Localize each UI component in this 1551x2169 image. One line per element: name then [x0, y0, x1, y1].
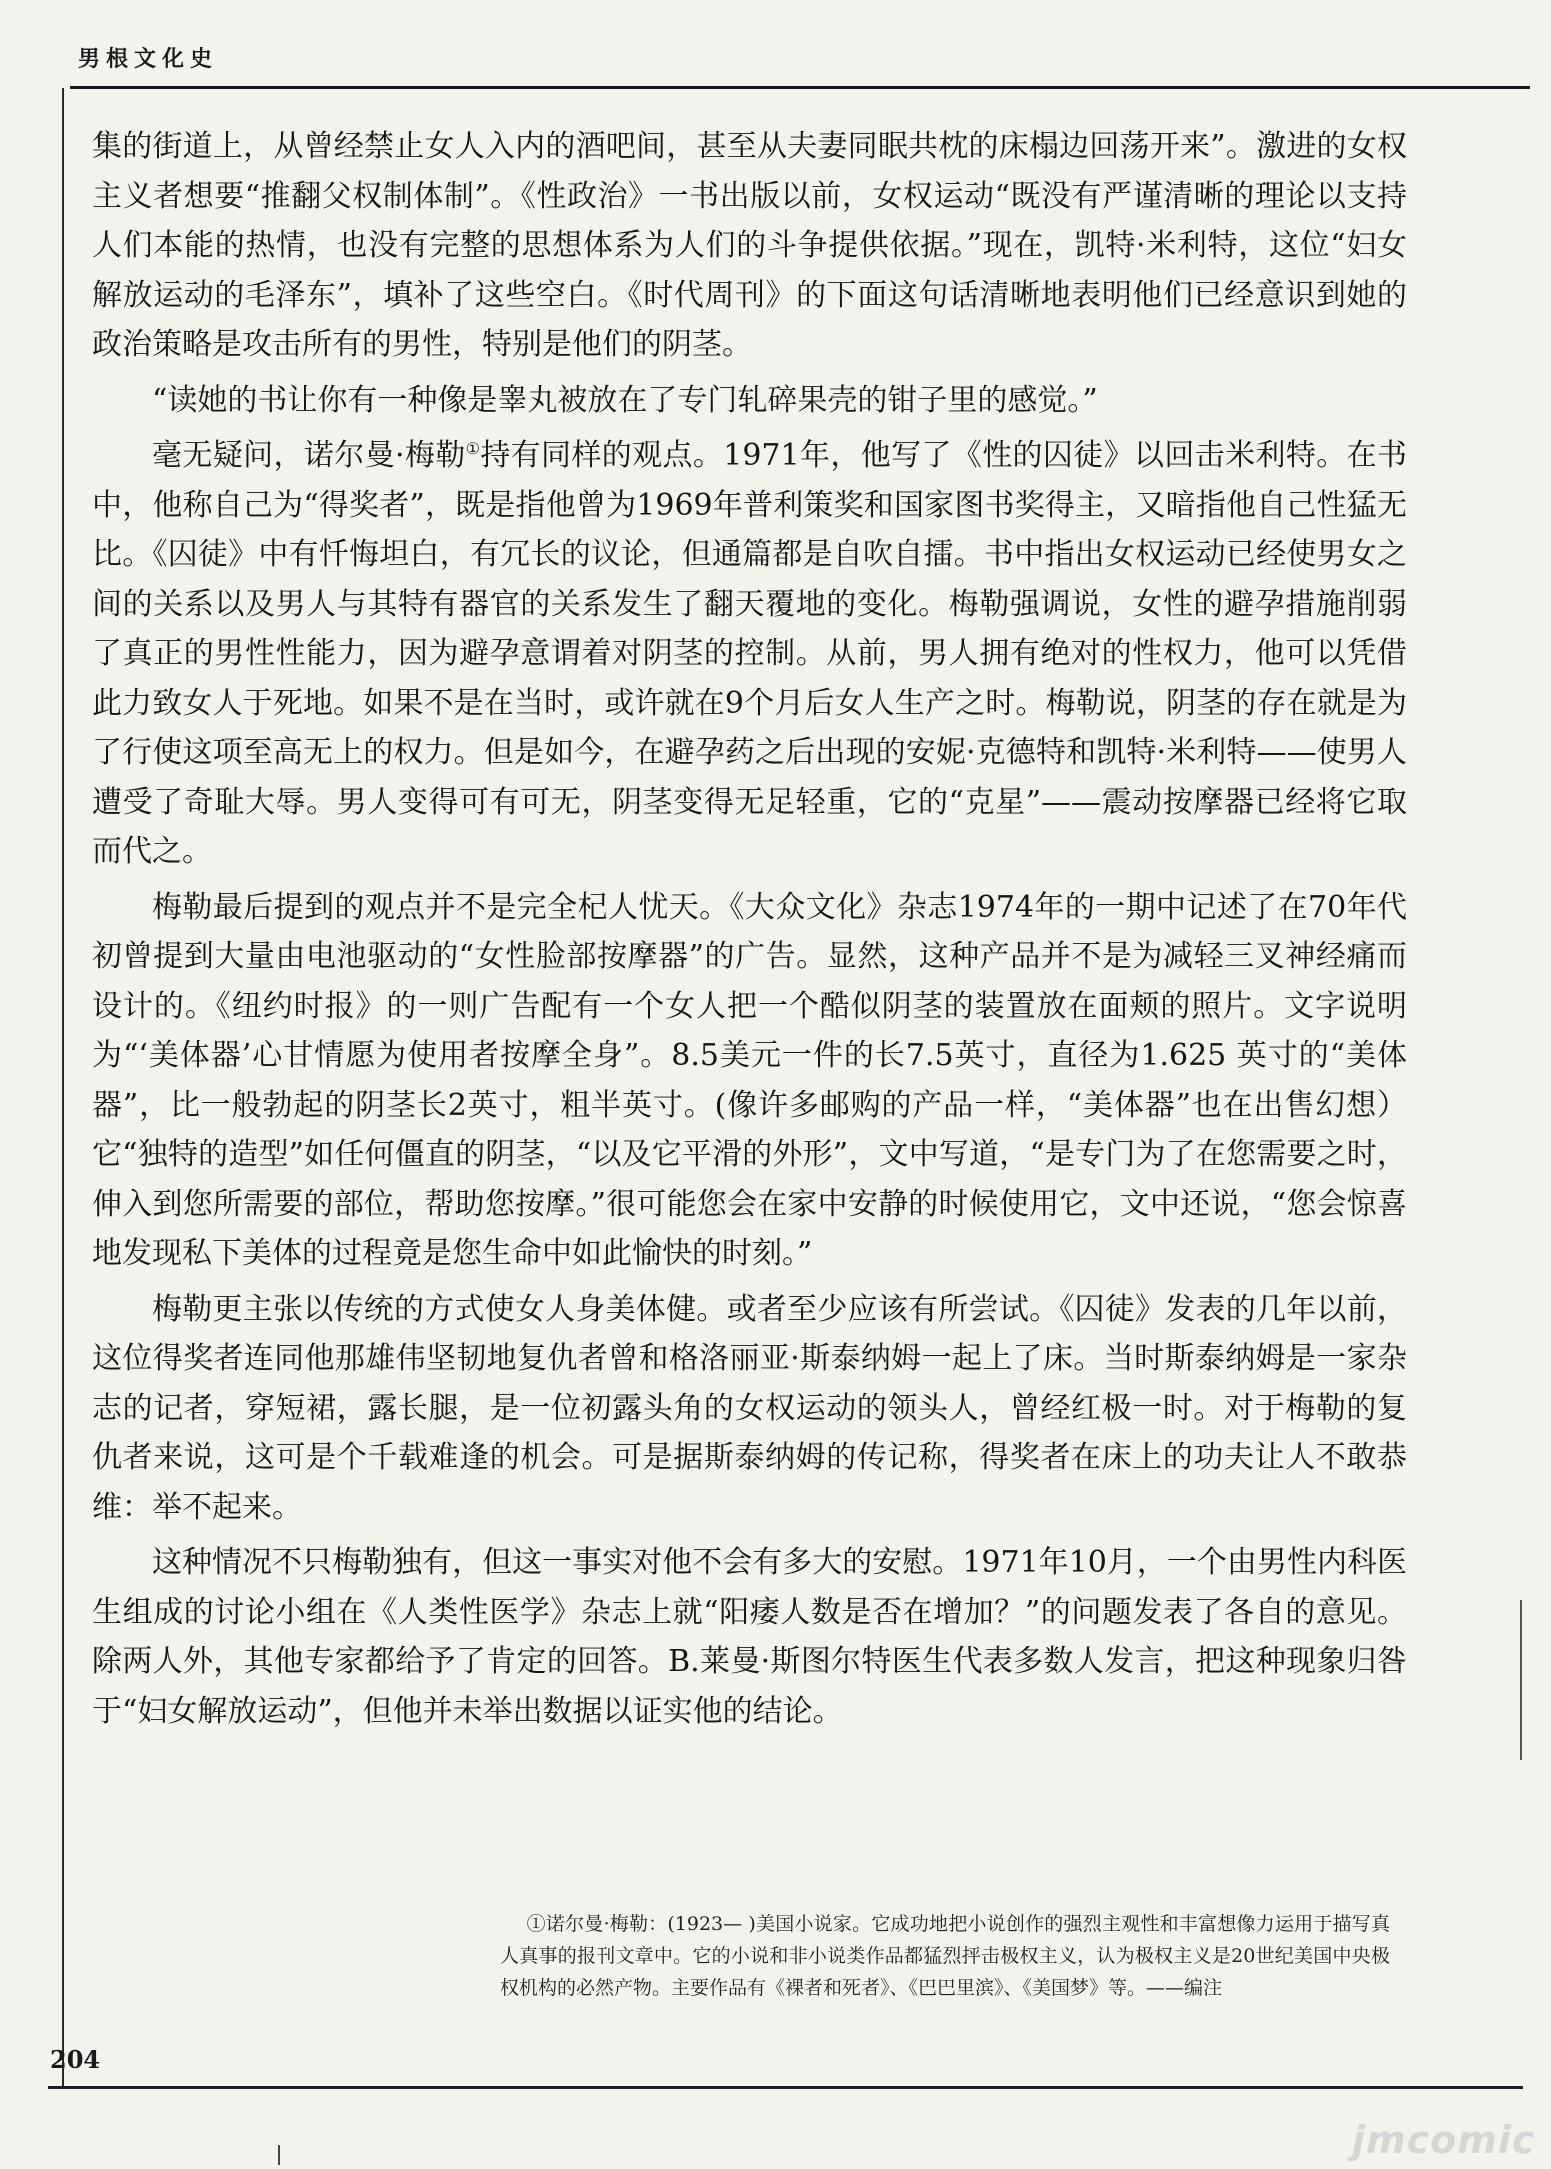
paragraph-4: 梅勒最后提到的观点并不是完全杞人忧天。《大众文化》杂志1974年的一期中记述了在70年代初曾提到大量由电池驱动的“女性脸部按摩器”的广告。显然，这种产品并不是为减轻三叉神经痛而设计的。《纽约时报》的一则广告配有一个女人把一个酷似阴茎的装置放在面颊的照片。文字说明为“‘美体器’心甘情愿为使用者按摩全身”。8.5美元一件的长7.5英寸，直径为1.625 英寸的“美体器”，比一般勃起的阴茎长2英寸，粗半英寸。(像许多邮购的产品一样，“美体器”也在出售幻想）它“独特的造型”如任何僵直的阴茎，“以及它平滑的外形”，文中写道，“是专门为了在您需要之时，伸入到您所需要的部位，帮助您按摩。”很可能您会在家中安静的时候使用它，文中还说，“您会惊喜地发现私下美体的过程竟是您生命中如此愉快的时刻。”	[92, 889, 1407, 1271]
right-margin-mark	[1520, 1600, 1522, 1760]
paragraph-5: 梅勒更主张以传统的方式使女人身美体健。或者至少应该有所尝试。《囚徒》发表的几年以前，这位得奖者连同他那雄伟坚韧地复仇者曾和格洛丽亚·斯泰纳姆一起上了床。当时斯泰纳姆是一家杂志的记者，穿短裙，露长腿，是一位初露头角的女权运动的领头人，曾经红极一时。对于梅勒的复仇者来说，这可是个千载难逢的机会。可是据斯泰纳姆的传记称，得奖者在床上的功夫让人不敢恭维：举不起来。	[92, 1291, 1407, 1525]
paragraph-3-body: 持有同样的观点。1971年，他写了《性的囚徒》以回击米利特。在书中，他称自己为“得奖者”，既是指他曾为1969年普利策奖和国家图书奖得主，又暗指他自己性猛无比。《囚徒》中有忏悔坦白，有冗长的议论，但通篇都是自吹自擂。书中指出女权运动已经使男女之间的关系以及男人与其特有器官的关系发生了翻天覆地的变化。梅勒强调说，女性的避孕措施削弱了真正的男性性能力，因为避孕意谓着对阴茎的控制。从前，男人拥有绝对的性权力，他可以凭借此力致女人于死地。如果不是在当时，或许就在9个月后女人生产之时。梅勒说，阴茎的存在就是为了行使这项至高无上的权力。但是如今，在避孕药之后出现的安妮·克德特和凯特·米利特——使男人遭受了奇耻大辱。男人变得可有可无，阴茎变得无足轻重，它的“克星”——震动按摩器已经将它取而代之。	[92, 438, 1407, 869]
body-text	[92, 122, 1407, 1736]
footnote-text: ①诺尔曼·梅勒：(1923— )美国小说家。它成功地把小说创作的强烈主观性和丰富想像力运用于描写真人真事的报刊文章中。它的小说和非小说类作品都猛烈抨击极权主义，认为极权主义是20世纪美国中央极权机构的必然产物。主要作品有《裸者和死者》、《巴巴里滨》、《美国梦》等。——编注	[500, 1913, 1390, 1999]
paragraph-2: “读她的书让你有一种像是睾丸被放在了专门轧碎果壳的钳子里的感觉。”	[152, 382, 1098, 418]
footer-rule	[48, 2086, 1523, 2089]
bottom-tick-mark	[278, 2145, 280, 2165]
left-margin-line	[62, 88, 64, 2088]
paragraph-6: 这种情况不只梅勒独有，但这一事实对他不会有多大的安慰。1971年10月，一个由男性内科医生组成的讨论小组在《人类性医学》杂志上就“阳痿人数是否在增加？”的问题发表了各自的意见。除两人外，其他专家都给予了肯定的回答。B.莱曼·斯图尔特医生代表多数人发言，把这种现象归咎于“妇女解放运动”，但他并未举出数据以证实他的结论。	[92, 1545, 1407, 1729]
paragraph-3	[92, 431, 1407, 877]
page-number: 204	[50, 2045, 101, 2074]
paragraph-3-lead: 毫无疑问，诺尔曼·梅勒	[152, 438, 466, 473]
running-head: 男根文化史	[78, 47, 219, 72]
header-rule	[70, 86, 1530, 89]
watermark: jmcomic	[1352, 2118, 1536, 2162]
paragraph-1: 集的街道上，从曾经禁止女人入内的酒吧间，甚至从夫妻同眠共枕的床榻边回荡开来”。激进的女权主义者想要“推翻父权制体制”。《性政治》一书出版以前，女权运动“既没有严谨清晰的理论以支持人们本能的热情，也没有完整的思想体系为人们的斗争提供依据。”现在，凯特·米利特，这位“妇女解放运动的毛泽东”，填补了这些空白。《时代周刊》的下面这句话清晰地表明他们已经意识到她的政治策略是攻击所有的男性，特别是他们的阴茎。	[92, 129, 1407, 362]
footnote-reference[interactable]: ①	[465, 439, 481, 458]
footnote	[500, 1908, 1390, 2004]
